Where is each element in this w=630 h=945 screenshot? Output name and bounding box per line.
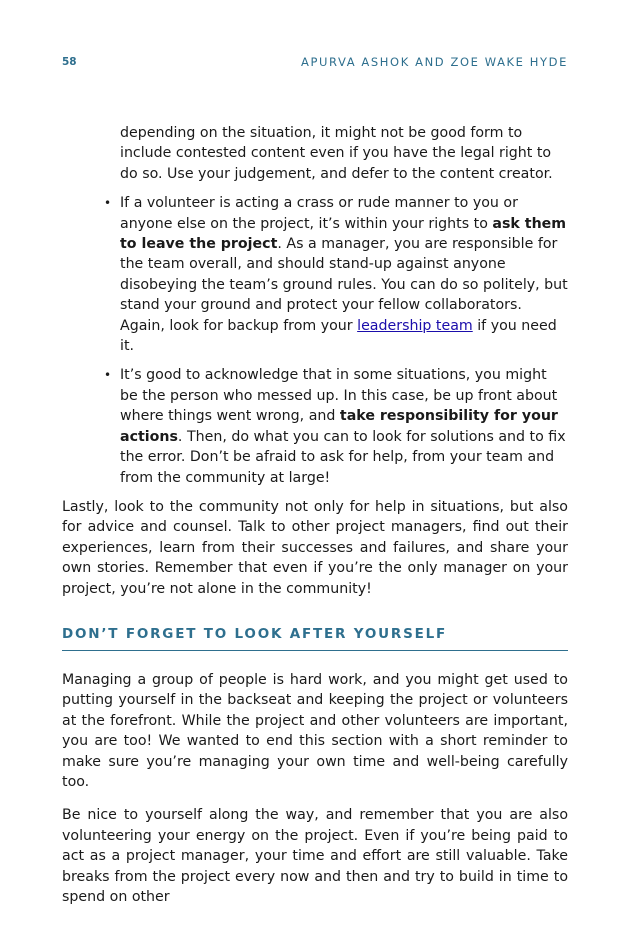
running-head: APURVA ASHOK AND ZOE WAKE HYDE: [301, 55, 568, 69]
page-content: [62, 123, 568, 920]
bullet-item-take-responsibility: [104, 365, 568, 487]
bullet-marker: •: [104, 196, 112, 211]
bullet-text: . Then, do what you can to look for solutions and to fix the error. Don’t be afraid to ask for help, from your team and from the community at large!: [120, 428, 566, 486]
bullet-text: If a volunteer is acting a crass or rude manner to you or anyone else on the project, it’s within your rights to: [120, 195, 518, 232]
bullet-text: if you need it.: [120, 317, 557, 355]
bullet-marker: •: [104, 368, 112, 383]
section-body: [62, 670, 568, 907]
section-heading: DON’T FORGET TO LOOK AFTER YOURSELF: [62, 625, 568, 651]
paragraph-be-nice: Be nice to yourself along the way, and remember that you are also volunteering your energy on the project. Even if you’re being paid to act as a project manager, your time and effort are still valuable. Take breaks from the project every now and then and try to build in time to spend on other: [62, 807, 568, 905]
bullet-text: It’s good to acknowledge that in some situations, you might be the person who messed up. In this case, be up front about where things went wrong, and: [120, 367, 558, 425]
leadership-team-link[interactable]: leadership team: [357, 317, 473, 334]
bullet-list: [62, 193, 568, 488]
bullet-item-ask-to-leave: [104, 193, 568, 356]
page-header: [62, 54, 568, 72]
bullet-bold-text: take responsibility for your actions: [120, 408, 558, 445]
page-number: 58: [62, 56, 77, 68]
bullet-text: . As a manager, you are responsible for the team overall, and should stand-up against anyone disobeying the team’s ground rules. You can do so politely, but stand your ground and protect your fellow collaborators. Again, look for backup from your: [120, 236, 568, 334]
paragraph-lastly: Lastly, look to the community not only for help in situations, but also for advice and counsel. Talk to other project managers, find out their experiences, learn from their successes and failures, and share your own stories. Remember that even if you’re the only manager on your project, you’re not alone in the community!: [62, 498, 568, 597]
bullet-bold-text: ask them to leave the project: [120, 215, 567, 253]
continued-bullet-text: depending on the situation, it might not be good form to include contested content even if you have the legal right to do so. Use your judgement, and defer to the content creator.: [120, 125, 553, 182]
paragraph-managing: Managing a group of people is hard work, and you might get used to putting yourself in the backseat and keeping the project or volunteers at the forefront. While the project and other volunteers are important, you are too! We wanted to end this section with a short reminder to make sure you’re managing your own time and well-being carefully too.: [62, 671, 568, 790]
